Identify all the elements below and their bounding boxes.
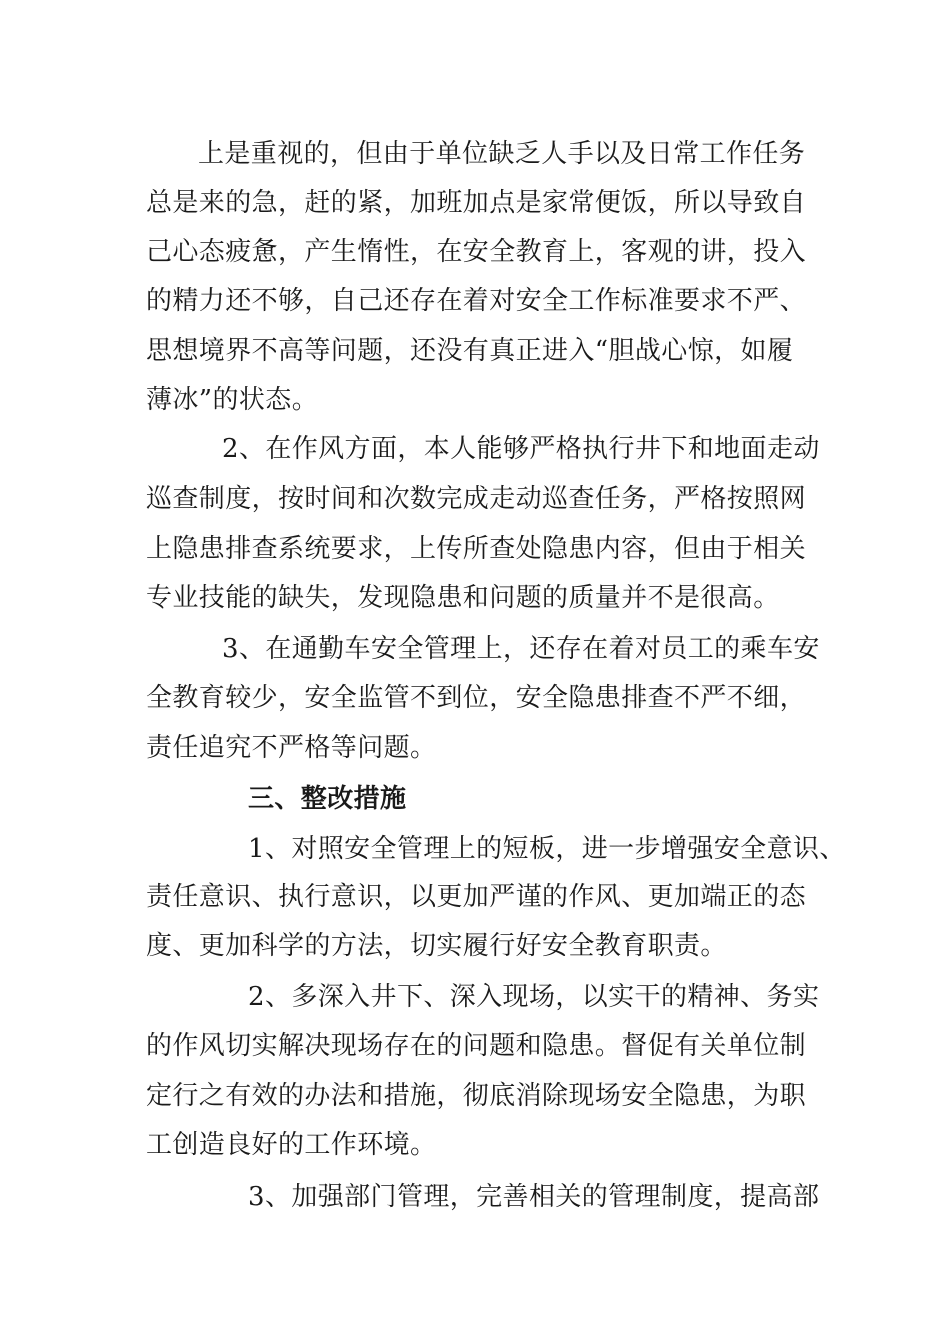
- measure-2-line-2: 的作风切实解决现场存在的问题和隐患。督促有关单位制: [146, 1031, 807, 1061]
- paragraph-2-line-1: 2、在作风方面，本人能够严格执行井下和地面走动: [222, 434, 820, 464]
- measure-1-line-3: 度、更加科学的方法，切实履行好安全教育职责。: [146, 931, 727, 961]
- paragraph-2-line-3: 上隐患排查系统要求，上传所查处隐患内容，但由于相关: [146, 534, 807, 564]
- paragraph-3-line-3: 责任追究不严格等问题。: [146, 733, 437, 763]
- paragraph-2-line-4: 专业技能的缺失，发现隐患和问题的质量并不是很高。: [146, 583, 780, 613]
- paragraph-1-line-5: 思想境界不高等问题，还没有真正进入“胆战心惊，如履: [146, 336, 794, 366]
- paragraph-3-line-1: 3、在通勤车安全管理上，还存在着对员工的乘车安: [222, 634, 820, 664]
- paragraph-3-line-2: 全教育较少，安全监管不到位，安全隐患排查不严不细，: [146, 683, 807, 713]
- measure-1-line-1: 1、对照安全管理上的短板，进一步增强安全意识、: [248, 834, 846, 864]
- paragraph-2-line-2: 巡查制度，按时间和次数完成走动巡查任务，严格按照网: [146, 484, 807, 514]
- paragraph-1-line-3: 己心态疲惫，产生惰性，在安全教育上，客观的讲，投入: [146, 237, 807, 267]
- measure-2-line-1: 2、多深入井下、深入现场，以实干的精神、务实: [248, 982, 820, 1012]
- measure-2-line-3: 定行之有效的办法和措施，彻底消除现场安全隐患，为职: [146, 1081, 807, 1111]
- paragraph-1-line-2: 总是来的急，赶的紧，加班加点是家常便饭，所以导致自: [146, 188, 807, 218]
- measure-1-line-2: 责任意识、执行意识，以更加严谨的作风、更加端正的态: [146, 882, 807, 912]
- measure-2-line-4: 工创造良好的工作环境。: [146, 1130, 437, 1160]
- paragraph-1-line-1: 上是重视的，但由于单位缺乏人手以及日常工作任务: [198, 139, 806, 169]
- paragraph-1-line-4: 的精力还不够，自己还存在着对安全工作标准要求不严、: [146, 286, 807, 316]
- section-heading: 三、整改措施: [248, 784, 407, 814]
- measure-3-line-1: 3、加强部门管理，完善相关的管理制度，提高部: [248, 1182, 820, 1212]
- paragraph-1-line-6: 薄冰”的状态。: [146, 385, 319, 415]
